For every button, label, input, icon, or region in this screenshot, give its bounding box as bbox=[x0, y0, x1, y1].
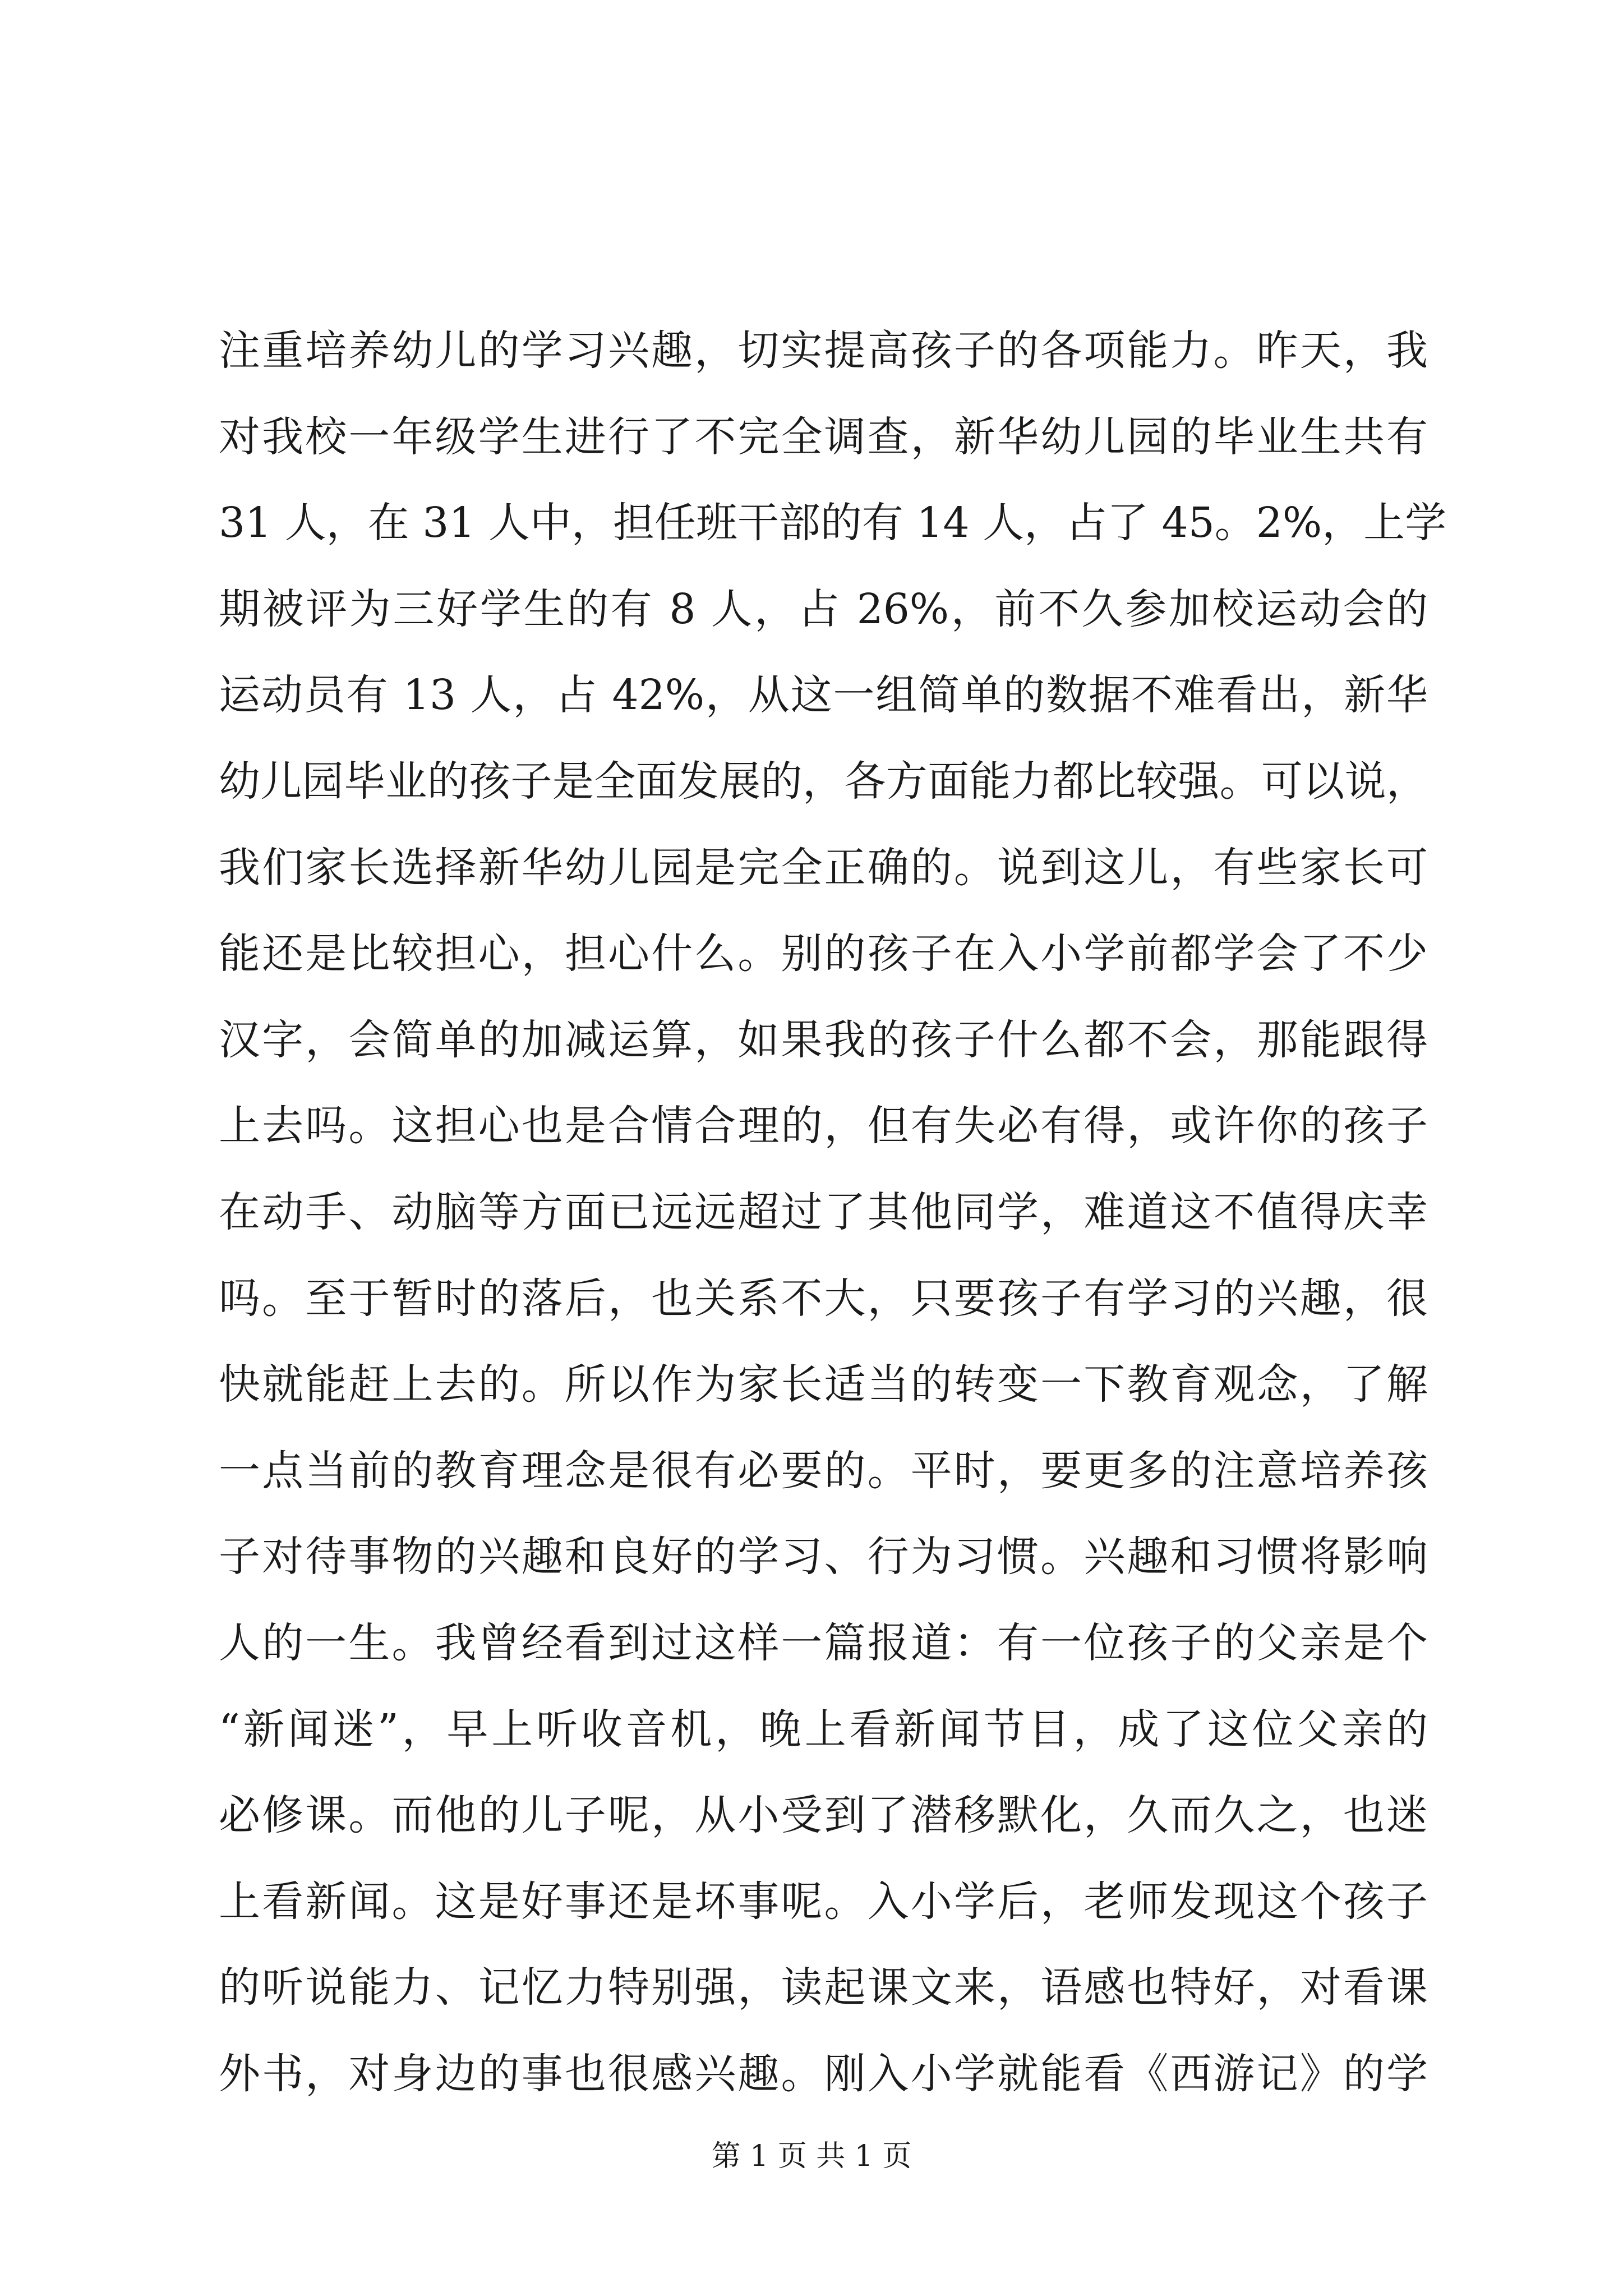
text-line: 期被评为三好学生的有 8 人，占 26%，前不久参加校运动会的 bbox=[219, 585, 1428, 633]
text-line: 我们家长选择新华幼儿园是完全正确的。说到这儿，有些家长可 bbox=[219, 843, 1428, 892]
text-line: 快就能赶上去的。所以作为家长适当的转变一下教育观念，了解 bbox=[219, 1360, 1428, 1409]
text-line: 在动手、动脑等方面已远远超过了其他同学，难道这不值得庆幸 bbox=[219, 1188, 1428, 1236]
page-number-footer: 第 1 页 共 1 页 bbox=[711, 2139, 912, 2173]
text-line: 的听说能力、记忆力特别强，读起课文来，语感也特好，对看课 bbox=[219, 1963, 1428, 2012]
text-line: 31 人，在 31 人中，担任班干部的有 14 人，占了 45。2%，上学 bbox=[219, 499, 1447, 547]
text-line: 幼儿园毕业的孩子是全面发展的，各方面能力都比较强。可以说， bbox=[219, 757, 1428, 806]
text-line: 吗。至于暂时的落后，也关系不大，只要孩子有学习的兴趣，很 bbox=[219, 1274, 1428, 1323]
text-line: 上看新闻。这是好事还是坏事呢。入小学后，老师发现这个孩子 bbox=[219, 1877, 1428, 1926]
text-line: 外书，对身边的事也很感兴趣。刚入小学就能看《西游记》的学 bbox=[219, 2049, 1428, 2098]
text-line: 注重培养幼儿的学习兴趣，切实提高孩子的各项能力。昨天，我 bbox=[219, 326, 1428, 375]
body-text bbox=[219, 308, 1447, 2117]
text-line: 对我校一年级学生进行了不完全调查，新华幼儿园的毕业生共有 bbox=[219, 412, 1428, 461]
text-line: 汉字，会简单的加减运算，如果我的孩子什么都不会，那能跟得 bbox=[219, 1015, 1428, 1064]
text-line: 运动员有 13 人，占 42%，从这一组简单的数据不难看出，新华 bbox=[219, 671, 1428, 720]
text-line: 一点当前的教育理念是很有必要的。平时，要更多的注意培养孩 bbox=[219, 1446, 1428, 1495]
text-line: 上去吗。这担心也是合情合理的，但有失必有得，或许你的孩子 bbox=[219, 1102, 1428, 1151]
text-line: 人的一生。我曾经看到过这样一篇报道：有一位孩子的父亲是个 bbox=[219, 1618, 1428, 1667]
text-line: “新闻迷”，早上听收音机，晚上看新闻节目，成了这位父亲的 bbox=[219, 1705, 1428, 1754]
text-line: 能还是比较担心，担心什么。别的孩子在入小学前都学会了不少 bbox=[219, 930, 1428, 978]
text-line: 子对待事物的兴趣和良好的学习、行为习惯。兴趣和习惯将影响 bbox=[219, 1533, 1428, 1581]
text-line: 必修课。而他的儿子呢，从小受到了潜移默化，久而久之，也迷 bbox=[219, 1791, 1428, 1840]
